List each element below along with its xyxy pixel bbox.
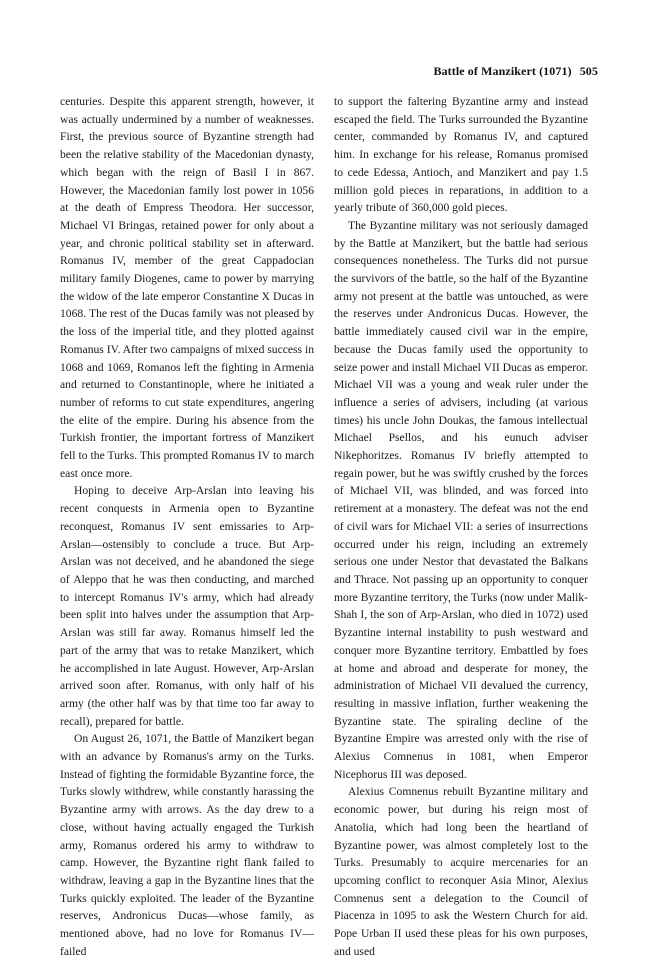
paragraph: centuries. Despite this apparent strength, however, it was actually undermined by a number of weaknesses. First, the previous source of Byzantine strength had been the relative stability of the Macedonian dynasty, which began with the reign of Basil I in 867. However, the Macedonian family lost power in 1056 at the death of Empress Theodora. Her successor, Michael VI Bringas, retained power for only about a year, and chronic political stability set in afterward. Romanus IV, member of the great Cappadocian military family Diogenes, came to power by marrying the widow of the late emperor Constantine X Ducas in 1068. The rest of the Ducas family was not pleased by the loss of the imperial title, and they plotted against Romanus IV. After two campaigns of mixed success in 1068 and 1069, Romanos left the fighting in Armenia and returned to Constantinople, where he initiated a number of reforms to cut state expenditures, angering the elite of the empire. During his absence from the Turkish frontier, the important fortress of Manzikert fell to the Turks. This prompted Romanus IV to march east once more. [60,95,314,480]
paragraph: Hoping to deceive Arp-Arslan into leaving his recent conquests in Armenia open to Byzantine reconquest, Romanus IV sent emissaries to Arp-Arslan—ostensibly to conclude a truce. But Arp-Arslan was not deceived, and he abandoned the siege of Aleppo that he was then conducting, and marched to intercept Romanus IV's army, which had already been split into halves under the assumption that Arp-Arslan was still far away. Romanus himself led the part of the army that was to retake Manzikert, which he accomplished in late August. However, Arp-Arslan arrived soon after. Romanus, with only half of his army (the other half was by that time too far away to recall), prepared for battle. [60,484,314,728]
page-number: 505 [579,64,598,78]
paragraph: On August 26, 1071, the Battle of Manzikert began with an advance by Romanus's army on the Turks. Instead of fighting the formidable Byzantine force, the Turks slowly withdrew, while constantly harassing the Byzantine army with arrows. As the day drew to a close, without having actually engaged the Turkish army, Romanus ordered his army to withdraw to camp. However, the Byzantine right flank failed to withdraw, leaving a gap in the Byzantine lines that the Turks quickly exploited. The leader of the Byzantine reserves, Andronicus Ducas—whose family, as mentioned above, had no love for Romanus IV—failed [60,732,314,958]
right-column [334,93,588,960]
paragraph: The Byzantine military was not seriously damaged by the Battle at Manzikert, but the battle had serious consequences nonetheless. The Turks did not pursue the survivors of the battle, so the half of the Byzantine army not present at the battle was untouched, as were the reserves under Andronicus Ducas. However, the battle immediately caused civil war in the empire, because the Ducas family used the opportunity to seize power and install Michael VII Ducas as emperor. Michael VII was a young and weak ruler under the influence a series of advisers, including (at various times) his uncle John Doukas, the famous intellectual Michael Psellos, and his eunuch adviser Nikephoritzes. Romanus IV briefly attempted to regain power, but he was swiftly crushed by the forces of Michael VII, was blinded, and was forced into retirement at a monastery. The defeat was not the end of civil wars for Michael VII: a series of insurrections occurred under his reign, including an extremely serious one under Nestor that devastated the Balkans and Thrace. Not passing up an opportunity to conquer more Byzantine territory, the Turks (now under Malik-Shah I, the son of Arp-Arslan, who died in 1072) used Byzantine internal instability to push westward and conquer more Byzantine territory. Embattled by foes at home and abroad and desperate for money, the administration of Michael VII devalued the currency, resulting in massive inflation, further weakening the Byzantine state. The spiraling decline of the Byzantine Empire was arrested only with the rise of Alexius Comnenus in 1081, when Emperor Nicephorus III was deposed. [334,218,588,781]
left-column [60,93,314,960]
paragraph: Alexius Comnenus rebuilt Byzantine military and economic power, but during his reign most of Anatolia, which had long been the heartland of Byzantine power, was almost completely lost to the Turks. Presumably to acquire mercenaries for an upcoming conflict to reconquer Asia Minor, Alexius Comnenus sent a delegation to the Council of Piacenza in 1095 to ask the Western Church for aid. Pope Urban II used these pleas for his own purposes, and used [334,785,588,958]
running-title: Battle of Manzikert (1071) [433,64,572,78]
running-head [433,64,598,79]
paragraph: to support the faltering Byzantine army and instead escaped the field. The Turks surrounded the Byzantine center, commanded by Romanus IV, and captured him. In exchange for his release, Romanus promised to cede Edessa, Antioch, and Manzikert and pay 1.5 million gold pieces in reparations, in addition to a yearly tribute of 360,000 gold pieces. [334,95,588,215]
